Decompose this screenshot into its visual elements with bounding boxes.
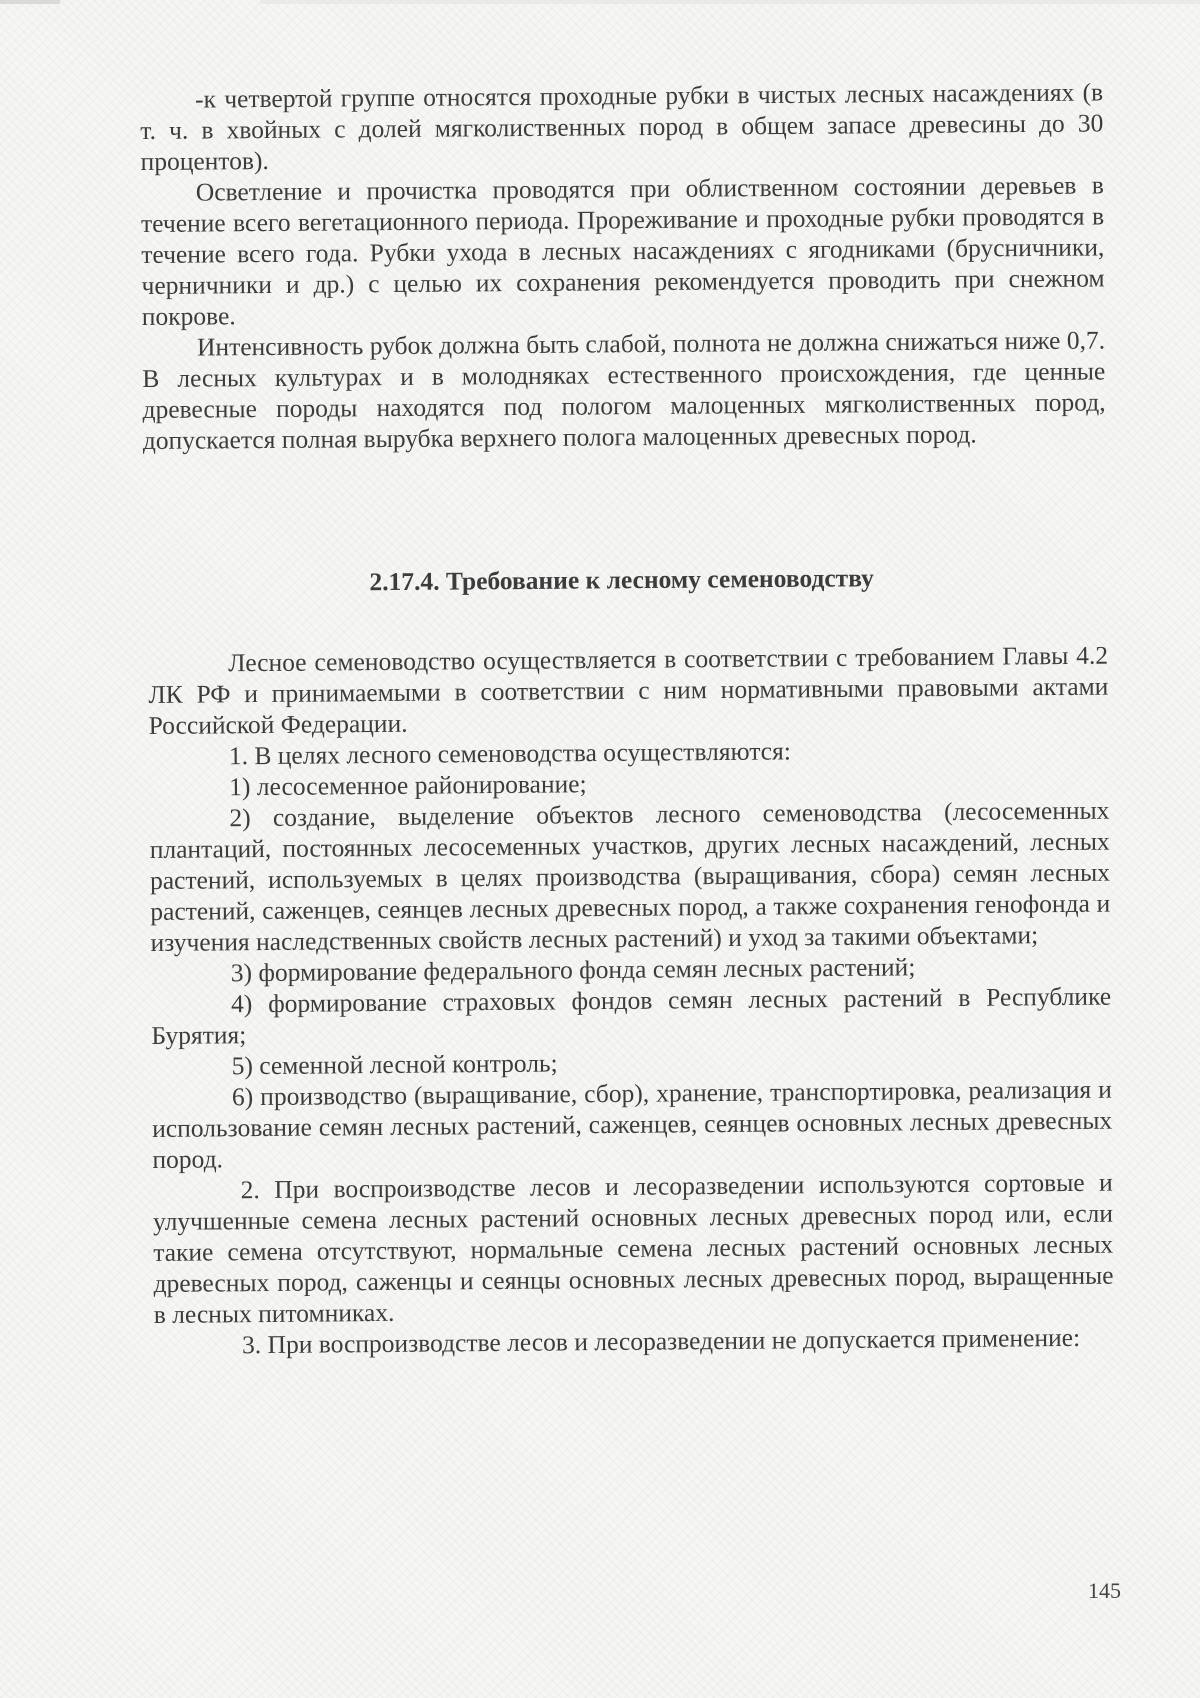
paragraph-seed-breeding-intro: Лесное семеноводство осуществляется в соответствии с требованием Главы 4.2 ЛК РФ и принимаемыми в соответствии с ним нормативными правовыми актами Российской Федерации.: [148, 640, 1109, 740]
paragraph-clearing-timing: Осветление и прочистка проводятся при облиственном состоянии деревьев в течение всего вегетационного периода. Прореживание и проходные рубки проводятся в течение всего года. Рубки ухода в лесных насаждениях с ягодниками (брусничники, черничники и др.) с целью их сохранения рекомендуется проводить при снежном покрове.: [140, 170, 1105, 331]
list-item: 6) производство (выращивание, сбор), хранение, транспортировка, реализация и использование семян лесных растений, саженцев, сеянцев основных лесных древесных пород.: [152, 1074, 1113, 1174]
scan-edge: [0, 0, 1200, 4]
page-number: 145: [1088, 1578, 1121, 1603]
list-item: 5) семенной лесной контроль;: [231, 1048, 558, 1081]
list-item: 1. В целях лесного семеноводства осуществляются:: [228, 736, 791, 771]
list-item: 3. При воспроизводстве лесов и лесоразведении не допускается применение:: [241, 1322, 1081, 1360]
list-item: 2. При воспроизводстве лесов и лесоразведении используются сортовые и улучшенные семена лесных растений основных лесных древесных пород или, если такие семена отсутствуют, нормальные семена лесных растений основных лесных древесных пород, саженцы и сеянцы основных лесных древесных пород, выращенные в лесных питомниках.: [152, 1167, 1114, 1329]
section-heading: 2.17.4. Требование к лесному семеноводству: [369, 563, 874, 597]
seed-breeding-block: [148, 640, 1114, 1361]
list-item: 4) формирование страховых фондов семян лесных растений в Республике Бурятия;: [151, 981, 1112, 1050]
list-item: 2) создание, выделение объектов лесного семеноводства (лесосеменных плантаций, постоянных лесосеменных участков, других лесных насаждений, лесных растений, используемых в целях производства (выращивания, сбора) семян лесных растений, саженцев, сеянцев лесных древесных пород, а также сохранения генофонда и изучения наследственных свойств лесных растений) и уход за такими объектами;: [149, 795, 1111, 957]
paragraph-intensity: Интенсивность рубок должна быть слабой, полнота не должна снижаться ниже 0,7. В лесных культурах и в молодняках естественного происхождения, где ценные древесные породы находятся под пологом малоценных мягколиственных пород, допускается полная вырубка верхнего полога малоценных древесных пород.: [142, 325, 1106, 455]
top-text-block: [140, 76, 1106, 456]
paragraph-fourth-group: -к четвертой группе относятся проходные рубки в чистых лесных насаждениях (в т. ч. в хвойных с долей мягколиственных пород в общем запасе древесины до 30 процентов).: [140, 77, 1104, 176]
list-item: 1) лесосеменное районирование;: [229, 769, 587, 802]
list-item: 3) формирование федерального фонда семян лесных растений;: [230, 952, 916, 988]
